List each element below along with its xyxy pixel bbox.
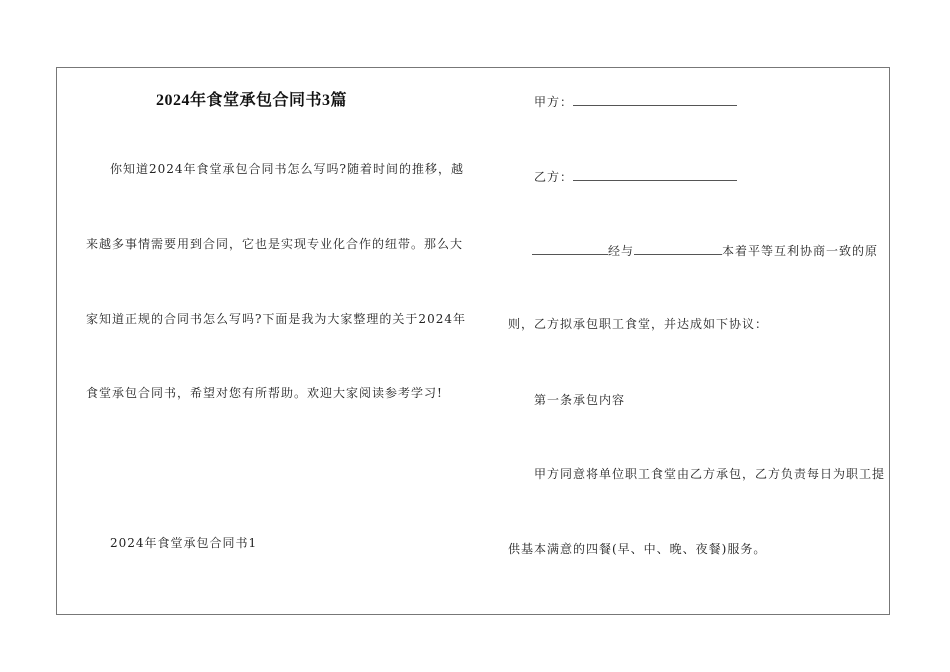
party-a-line	[534, 94, 737, 109]
section-heading: 2024年食堂承包合同书1	[110, 536, 258, 550]
agreement-line-2: 则，乙方拟承包职工食堂，并达成如下协议：	[508, 317, 769, 331]
party-a-blank	[573, 94, 737, 106]
article-1-line-1: 甲方同意将单位职工食堂由乙方承包，乙方负责每日为职工提	[534, 467, 886, 481]
article-1-line-2: 供基本满意的四餐(早、中、晚、夜餐)服务。	[508, 542, 767, 556]
agreement-middle: 经与	[608, 244, 635, 258]
page-frame	[56, 67, 890, 615]
party-b-blank	[573, 169, 737, 181]
article-1-heading: 第一条承包内容	[534, 393, 626, 407]
agreement-line-1	[532, 243, 878, 258]
agreement-blank-2	[634, 243, 722, 255]
party-b-label: 乙方：	[534, 170, 574, 184]
intro-line-2: 来越多事情需要用到合同，它也是实现专业化合作的纽带。那么大	[86, 237, 464, 251]
document-title: 2024年食堂承包合同书3篇	[156, 92, 348, 109]
intro-line-3: 家知道正规的合同书怎么写吗?下面是我为大家整理的关于2024年	[86, 312, 466, 326]
agreement-end: 本着平等互利协商一致的原	[722, 244, 879, 258]
agreement-blank-1	[532, 243, 608, 255]
party-b-line	[534, 169, 737, 184]
party-a-label: 甲方：	[534, 95, 574, 109]
intro-line-1: 你知道2024年食堂承包合同书怎么写吗?随着时间的推移，越	[110, 162, 464, 176]
intro-line-4: 食堂承包合同书，希望对您有所帮助。欢迎大家阅读参考学习!	[86, 386, 443, 400]
